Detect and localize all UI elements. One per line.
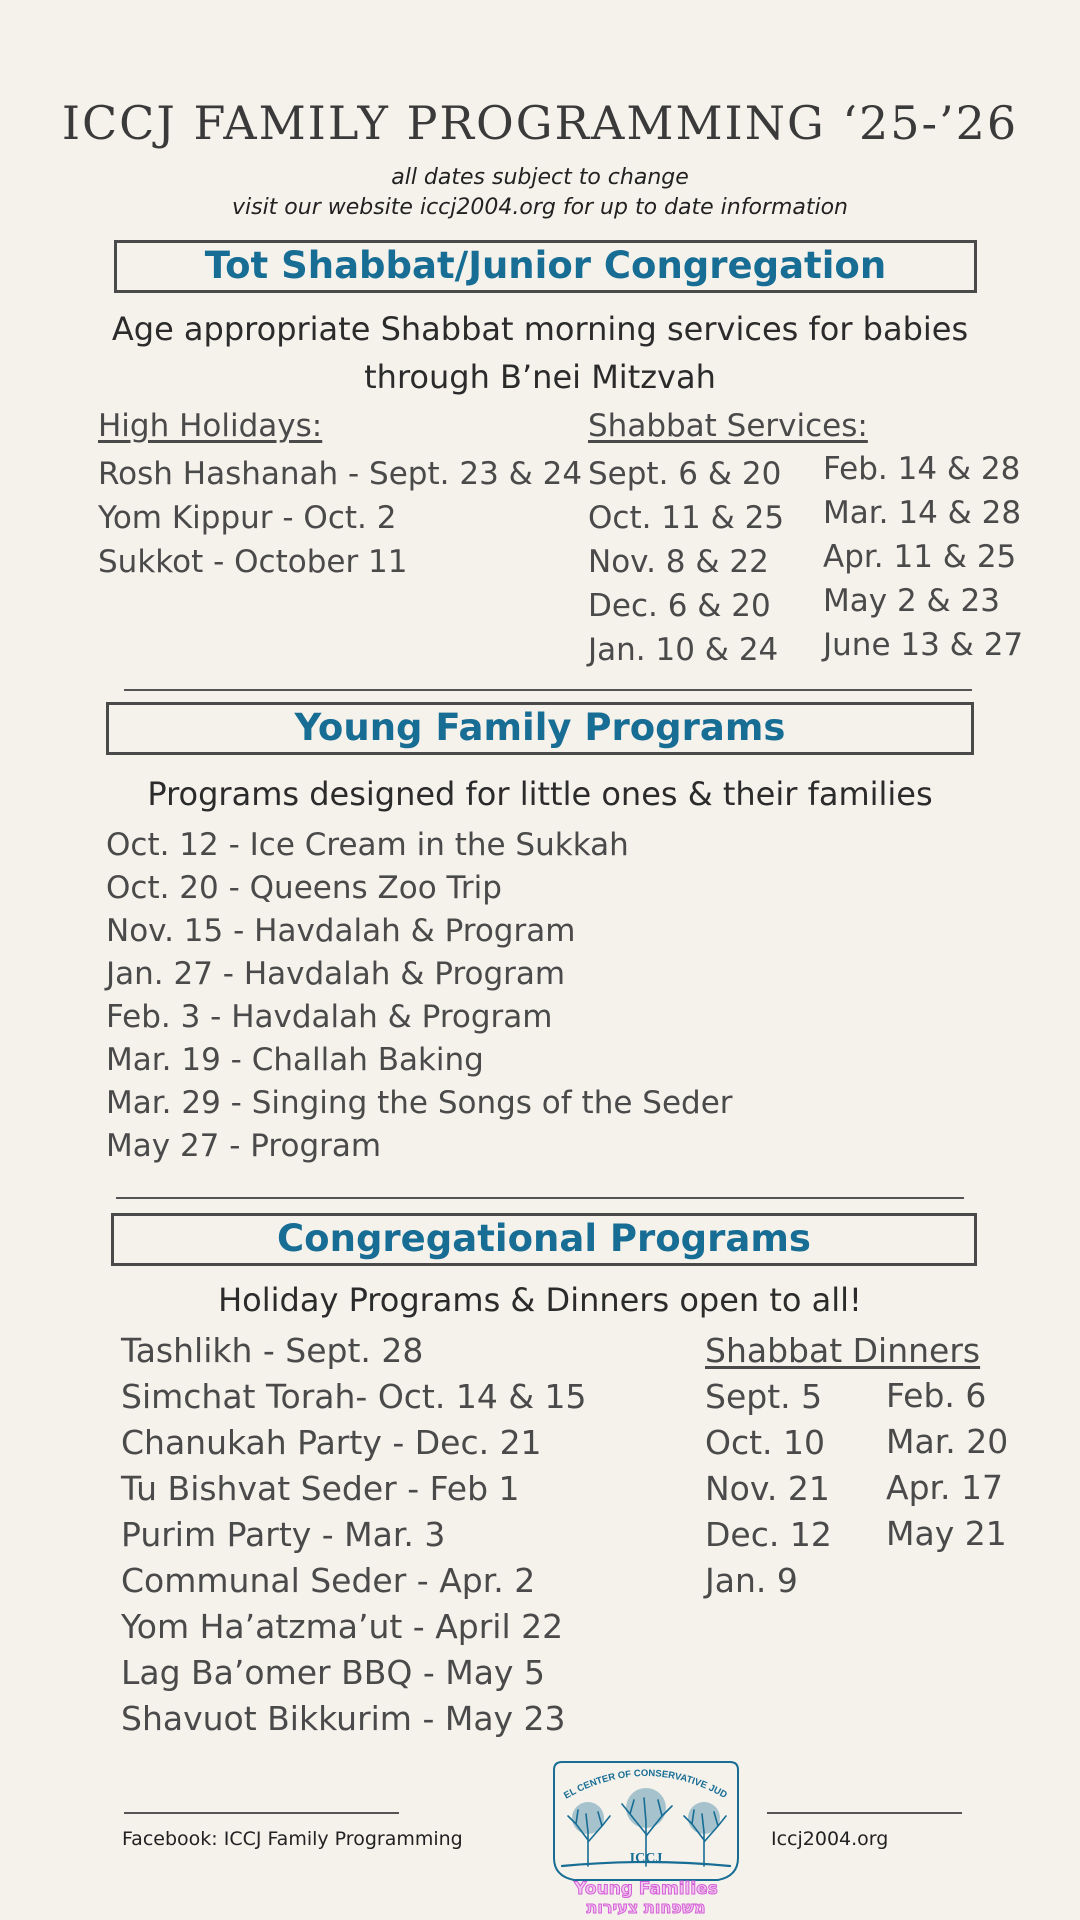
list-item: Nov. 15 - Havdalah & Program [106,913,576,949]
logo-tagline: Young Families [574,1879,718,1899]
list-item: Feb. 6 [886,1376,987,1415]
shabbat-dinners-label: Shabbat Dinners [705,1331,981,1370]
website-link[interactable]: Iccj2004.org [771,1828,889,1850]
list-item: Lag Ba’omer BBQ - May 5 [121,1653,545,1692]
list-item: Jan. 9 [705,1561,798,1600]
high-holidays-label: High Holidays: [98,408,323,444]
logo-arc-text: EL CENTER OF CONSERVATIVE JUD [562,1767,729,1802]
logo-center-text: ICCJ [629,1851,663,1866]
iccj-logo [548,1758,744,1916]
young-family-events [106,824,733,1168]
list-item: Tashlikh - Sept. 28 [121,1331,424,1370]
subtitle-website: visit our website iccj2004.org for up to date information [231,195,849,220]
list-item: Sept. 5 [705,1377,823,1416]
list-item: Communal Seder - Apr. 2 [121,1561,536,1600]
list-item: May 21 [886,1514,1007,1553]
list-item: Simchat Torah- Oct. 14 & 15 [121,1377,587,1416]
young-family-heading: Young Family Programs [106,702,974,755]
shabbat-dinners-col-2 [886,1373,1008,1557]
list-item: Oct. 11 & 25 [588,500,785,536]
congregational-heading: Congregational Programs [111,1213,977,1266]
list-item: Dec. 12 [705,1515,832,1554]
shabbat-services-col-2 [823,447,1023,667]
list-item: Purim Party - Mar. 3 [121,1515,446,1554]
footer-divider-right [767,1812,962,1814]
footer-divider-left [124,1812,399,1814]
logo-hebrew: משפחות צעירות [586,1898,706,1916]
tot-shabbat-description-1: Age appropriate Shabbat morning services for babies [111,310,969,348]
list-item: Apr. 11 & 25 [823,539,1017,575]
list-item: Mar. 19 - Challah Baking [106,1042,484,1078]
list-item: Mar. 20 [886,1422,1009,1461]
list-item: Oct. 20 - Queens Zoo Trip [106,870,502,906]
tot-shabbat-description-2: through B’nei Mitzvah [364,358,716,396]
congregational-description: Holiday Programs & Dinners open to all! [218,1281,862,1319]
facebook-link[interactable]: Facebook: ICCJ Family Programming [122,1828,463,1850]
list-item: May 27 - Program [106,1128,382,1164]
list-item: Feb. 3 - Havdalah & Program [106,999,553,1035]
list-item: Oct. 10 [705,1423,826,1462]
list-item: Tu Bishvat Seder - Feb 1 [121,1469,520,1508]
list-item: Jan. 27 - Havdalah & Program [106,956,566,992]
shabbat-dinners-col-1 [705,1374,832,1604]
list-item: Shavuot Bikkurim - May 23 [121,1699,566,1738]
list-item: Jan. 10 & 24 [588,632,779,668]
list-item: Nov. 21 [705,1469,830,1508]
page-title: ICCJ FAMILY PROGRAMMING ‘25-’26 [61,96,1019,150]
list-item: Feb. 14 & 28 [823,451,1021,487]
list-item: Nov. 8 & 22 [588,544,769,580]
list-item: Apr. 17 [886,1468,1004,1507]
tot-shabbat-heading: Tot Shabbat/Junior Congregation [114,240,977,293]
young-family-description: Programs designed for little ones & their families [147,775,933,813]
list-item: Yom Ha’atzma’ut - April 22 [121,1607,564,1646]
list-item: Rosh Hashanah - Sept. 23 & 24 [98,456,583,492]
list-item: Sukkot - October 11 [98,544,408,580]
section-divider [124,689,972,691]
list-item: Mar. 29 - Singing the Songs of the Seder [106,1085,733,1121]
list-item: Dec. 6 & 20 [588,588,771,624]
subtitle-disclaimer: all dates subject to change [391,165,689,190]
shabbat-services-col-1 [588,452,784,672]
congregational-events [121,1328,587,1742]
list-item: May 2 & 23 [823,583,1000,619]
list-item: June 13 & 27 [823,627,1024,663]
list-item: Mar. 14 & 28 [823,495,1022,531]
list-item: Sept. 6 & 20 [588,456,782,492]
shabbat-services-label: Shabbat Services: [588,408,868,444]
list-item: Chanukah Party - Dec. 21 [121,1423,542,1462]
list-item: Oct. 12 - Ice Cream in the Sukkah [106,827,629,863]
section-divider [116,1197,964,1199]
high-holidays-list [98,452,582,584]
list-item: Yom Kippur - Oct. 2 [98,500,397,536]
